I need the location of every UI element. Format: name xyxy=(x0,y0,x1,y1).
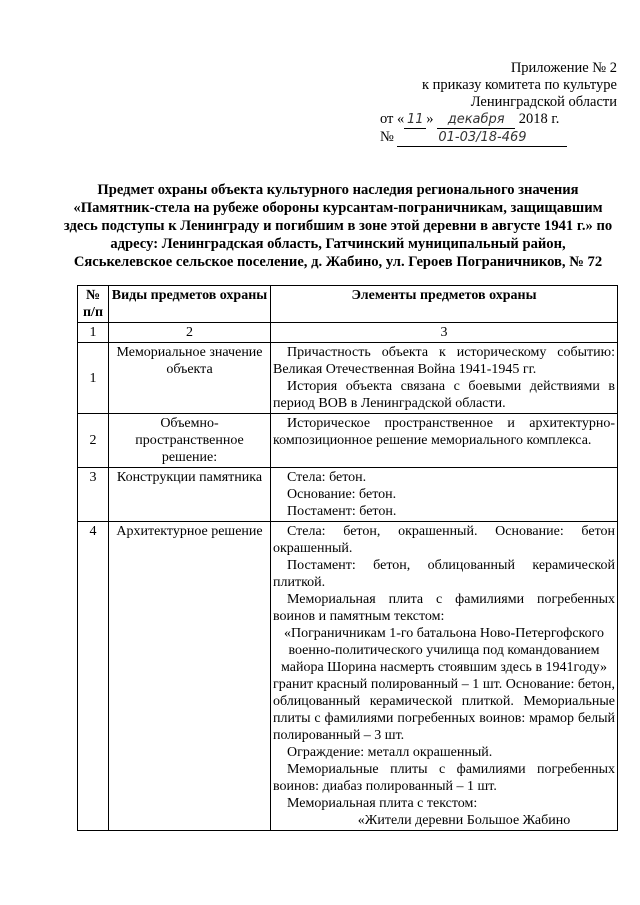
header-elements: Элементы предметов охраны xyxy=(271,286,618,323)
appendix-block xyxy=(380,60,617,147)
appendix-order-ref: к приказу комитета по культуре xyxy=(421,77,617,93)
table-index-row xyxy=(78,323,618,343)
element-text: Постамент: бетон, облицованный керамической плиткой. xyxy=(273,558,615,590)
index-cell: 3 xyxy=(271,323,618,343)
appendix-region: Ленинградской области xyxy=(470,94,617,110)
row-kind: Архитектурное решение xyxy=(109,522,271,831)
row-kind: Мемориальное значение объекта xyxy=(109,343,271,414)
row-kind: Объемно-пространственное решение: xyxy=(109,414,271,468)
protection-items-table xyxy=(77,285,618,831)
element-text: Историческое пространственное и архитектурно-композиционное решение мемориального комплекса. xyxy=(273,416,615,448)
date-month: декабря xyxy=(437,111,515,129)
row-elements xyxy=(271,414,618,468)
index-cell: 2 xyxy=(109,323,271,343)
appendix-title: Приложение № 2 xyxy=(510,60,617,76)
appendix-number xyxy=(380,129,617,147)
element-text: гранит красный полированный – 1 шт. Основание: бетон, облицованный керамической плиткой. Мемориальные плиты с фамилиями погребенных воинов: мрамор белый полированный – 3 шт. xyxy=(273,677,615,743)
table-header-row xyxy=(78,286,618,323)
document-title: Предмет охраны объекта культурного наследия регионального значения «Памятник-стела на рубеже обороны курсантам-пограничникам, защищавшим здесь подступы к Ленинграду и погибшим в зоне этой деревни в августе 1941 г.» по адресу: Ленинградская область, Гатчинский муниципальный район, Сяськелевское сельское поселение, д. Жабино, ул. Героев Пограничников, № 72 xyxy=(63,182,613,270)
date-sep: » xyxy=(426,111,434,127)
row-number: 3 xyxy=(78,468,109,522)
table-row xyxy=(78,343,618,414)
appendix-date xyxy=(380,111,617,129)
row-elements xyxy=(271,468,618,522)
number-label: № xyxy=(380,129,394,145)
element-text: История объекта связана с боевыми действиями в период ВОВ в Ленинградской области. xyxy=(273,379,615,411)
row-number: 2 xyxy=(78,414,109,468)
date-day: 11 xyxy=(404,111,426,129)
element-text: Ограждение: металл окрашенный. xyxy=(287,745,493,760)
element-text: Мемориальная плита с фамилиями погребенных воинов и памятным текстом: xyxy=(273,592,615,624)
row-number: 1 xyxy=(78,343,109,414)
row-elements xyxy=(271,522,618,831)
index-cell: 1 xyxy=(78,323,109,343)
element-text: Мемориальные плиты с фамилиями погребенных воинов: диабаз полированный – 1 шт. xyxy=(273,762,615,794)
row-number: 4 xyxy=(78,522,109,831)
number-value: 01-03/18-469 xyxy=(397,129,567,147)
element-text: Мемориальная плита с текстом: xyxy=(287,796,478,811)
table-row xyxy=(78,414,618,468)
memorial-quote: «Пограничникам 1-го батальона Ново-Петергофского военно-политического училища под командованием майора Шорина насмерть стоявшим здесь в 1941году» xyxy=(281,626,608,675)
memorial-quote: «Жители деревни Большое Жабино xyxy=(357,813,571,828)
header-kinds: Виды предметов охраны xyxy=(109,286,271,323)
table-row xyxy=(78,522,618,831)
date-year: 2018 г. xyxy=(518,111,560,127)
table-row xyxy=(78,468,618,522)
element-text: Основание: бетон. xyxy=(287,487,397,502)
element-text: Причастность объекта к историческому событию: Великая Отечественная Война 1941-1945 гг. xyxy=(273,345,615,377)
element-text: Постамент: бетон. xyxy=(287,504,397,519)
header-number: № п/п xyxy=(78,286,109,323)
date-prefix: от « xyxy=(380,111,405,127)
row-elements xyxy=(271,343,618,414)
element-text: Стела: бетон, окрашенный. Основание: бетон окрашенный. xyxy=(273,524,615,556)
row-kind: Конструкции памятника xyxy=(109,468,271,522)
element-text: Стела: бетон. xyxy=(287,470,367,485)
